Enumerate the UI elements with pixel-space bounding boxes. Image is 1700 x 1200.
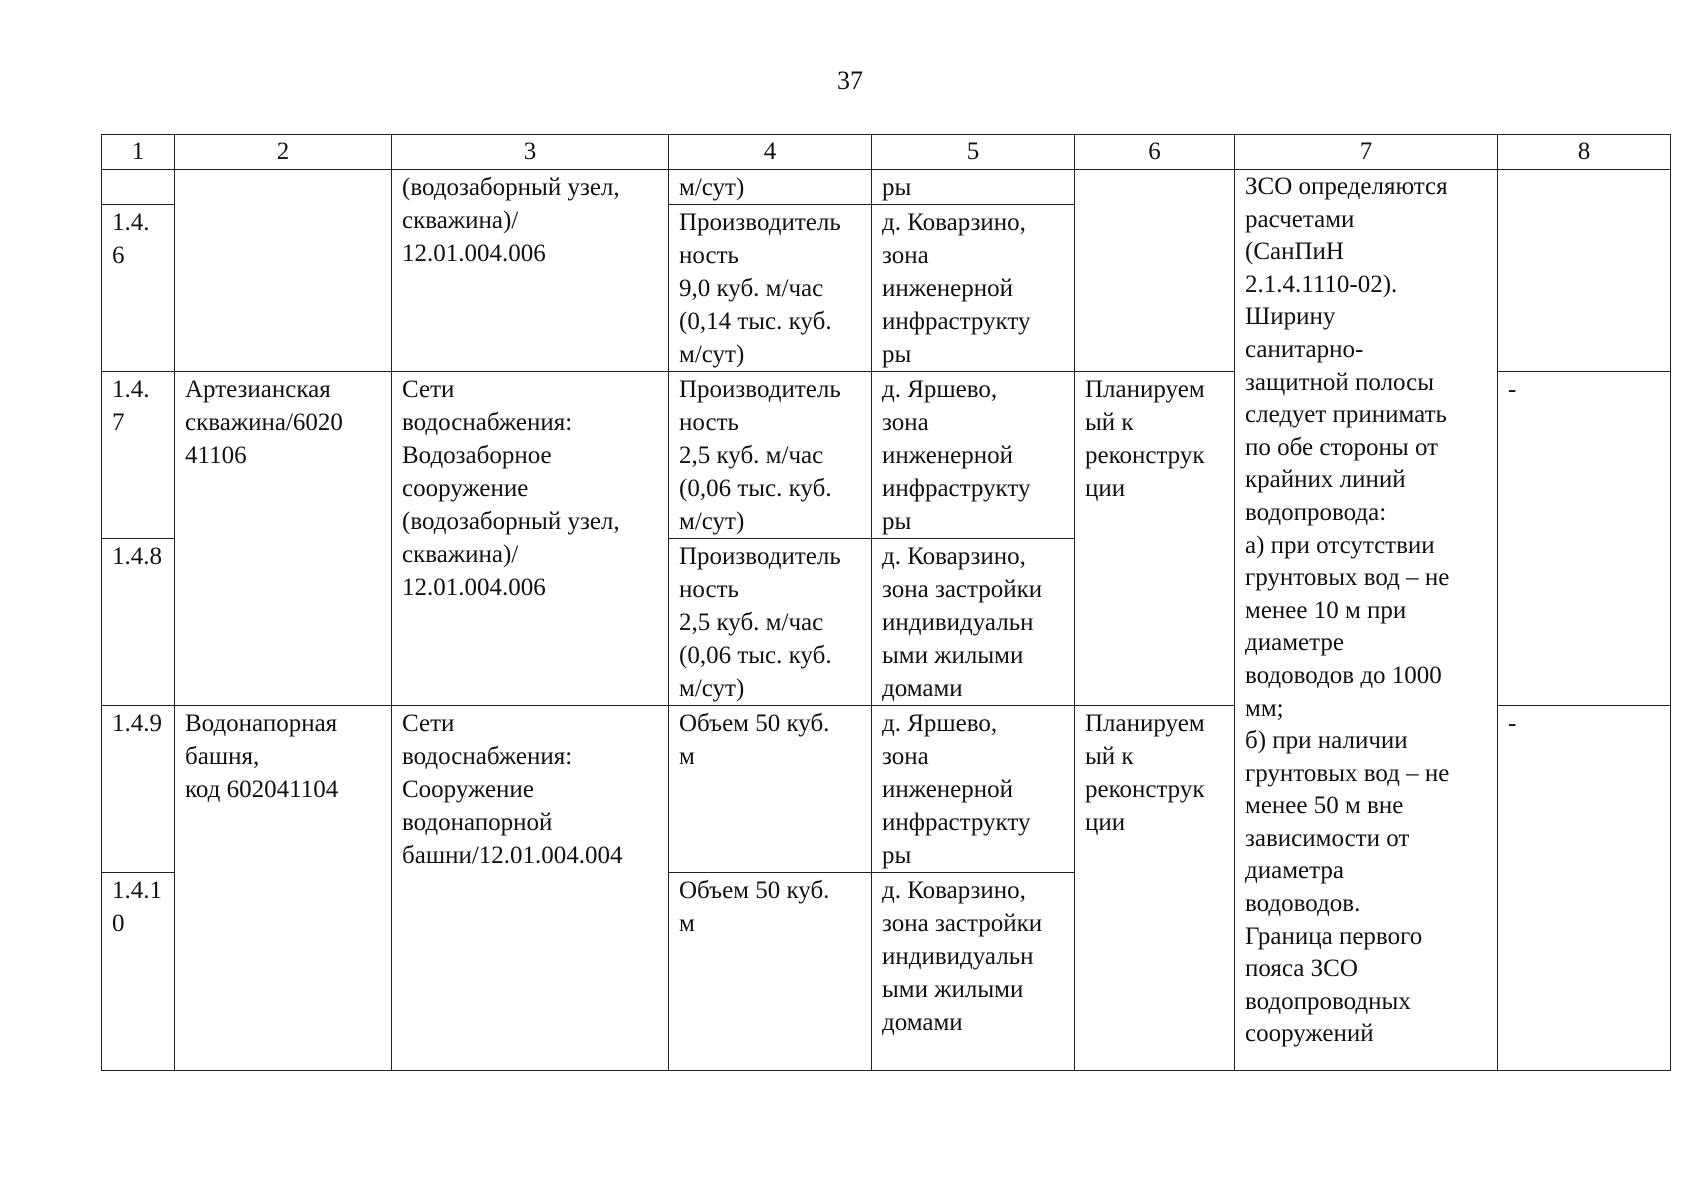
table-header-row xyxy=(102,135,1671,170)
object-type-cell: Сети водоснабжения: Сооружение водонапорной башни/12.01.004.004 xyxy=(392,706,669,1071)
location-cell: д. Яршево, зона инженерной инфраструкту ры xyxy=(872,372,1075,539)
row-number-cell: 1.4.8 xyxy=(102,539,175,706)
location-cell: д. Коварзино, зона застройки индивидуальн ыми жилыми домами xyxy=(872,873,1075,1071)
status-cell: Планируем ый к реконструк ции xyxy=(1075,372,1235,706)
document-table xyxy=(101,134,1671,1071)
column-header-5: 5 xyxy=(872,135,1075,170)
row-number-cell: 1.4. 7 xyxy=(102,372,175,539)
object-name-cell xyxy=(175,170,392,372)
location-cell: ры xyxy=(872,170,1075,205)
row-number-cell: 1.4.9 xyxy=(102,706,175,873)
column-header-7: 7 xyxy=(1235,135,1498,170)
page-number: 37 xyxy=(837,66,863,95)
column-header-3: 3 xyxy=(392,135,669,170)
object-name-cell: Водонапорная башня, код 602041104 xyxy=(175,706,392,1071)
location-cell: д. Коварзино, зона инженерной инфраструкту ры xyxy=(872,205,1075,372)
object-type-cell: Сети водоснабжения: Водозаборное сооружение (водозаборный узел, скважина)/ 12.01.004.006 xyxy=(392,372,669,706)
column-header-6: 6 xyxy=(1075,135,1235,170)
capacity-cell: Объем 50 куб. м xyxy=(669,706,872,873)
row-number-cell: 1.4.1 0 xyxy=(102,873,175,1071)
capacity-cell: Производитель ность 9,0 куб. м/час (0,14 тыс. куб. м/сут) xyxy=(669,205,872,372)
row-number-cell: 1.4. 6 xyxy=(102,205,175,372)
location-cell: д. Коварзино, зона застройки индивидуальн ыми жилыми домами xyxy=(872,539,1075,706)
object-name-cell: Артезианская скважина/6020 41106 xyxy=(175,372,392,706)
column-header-1: 1 xyxy=(102,135,175,170)
status-cell xyxy=(1075,170,1235,372)
status-cell: Планируем ый к реконструк ции xyxy=(1075,706,1235,1071)
table-row xyxy=(102,170,1671,205)
capacity-cell: м/сут) xyxy=(669,170,872,205)
capacity-cell: Производитель ность 2,5 куб. м/час (0,06 тыс. куб. м/сут) xyxy=(669,539,872,706)
column-header-8: 8 xyxy=(1498,135,1671,170)
capacity-cell: Производитель ность 2,5 куб. м/час (0,06 тыс. куб. м/сут) xyxy=(669,372,872,539)
capacity-cell: Объем 50 куб. м xyxy=(669,873,872,1071)
note-cell: - xyxy=(1498,372,1671,706)
object-type-cell: (водозаборный узел, скважина)/ 12.01.004.006 xyxy=(392,170,669,372)
location-cell: д. Яршево, зона инженерной инфраструкту ры xyxy=(872,706,1075,873)
row-number-cell xyxy=(102,170,175,205)
note-cell xyxy=(1498,170,1671,372)
column-header-2: 2 xyxy=(175,135,392,170)
note-cell: - xyxy=(1498,706,1671,1071)
column-header-4: 4 xyxy=(669,135,872,170)
zone-description-cell: ЗСО определяются расчетами (СанПиН 2.1.4.1110-02). Ширину санитарно- защитной полосы следует принимать по обе стороны от крайних линий водопровода: а) при отсутствии грунтовых вод – не менее 10 м при диаметре водоводов до 1000 мм; б) при наличии грунтовых вод – не менее 50 м вне зависимости от диаметра водоводов. Граница первого пояса ЗСО водопроводных сооружений xyxy=(1235,170,1498,1071)
